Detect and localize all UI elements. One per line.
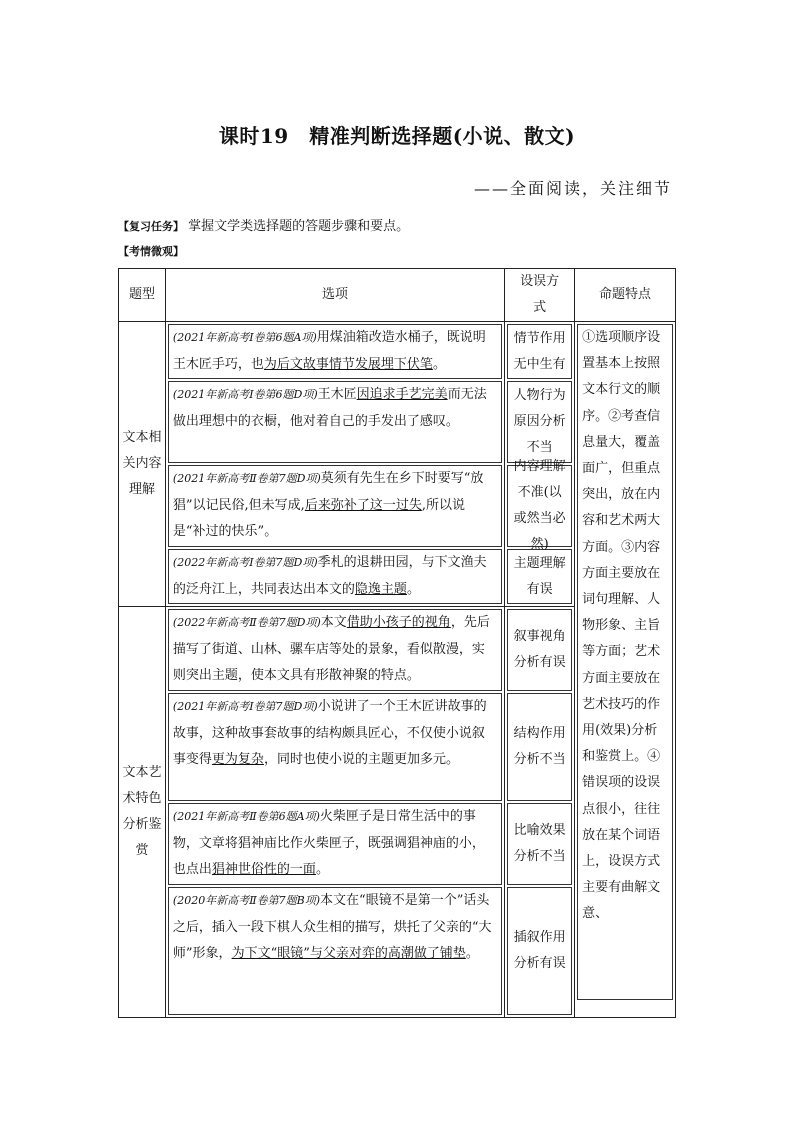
error-method: 内容理解不准(以或然当必然): [507, 465, 572, 547]
option-item: (2020年新高考Ⅱ卷第7题B项)本文在“眼镜不是第一个”话头之后，插入一段下棋人众生相的描写，烘托了父亲的“大师”形象，为下文“眼镜”与父亲对弈的高潮做了铺垫。: [168, 887, 502, 1015]
options-cell-art: [165, 607, 504, 1018]
error-method: 情节作用无中生有: [507, 324, 572, 379]
option-item: (2022年新高考Ⅰ卷第7题D项)季札的退耕田园，与下文渔夫的泛舟江上，共同表达出本文的隐逸主题。: [168, 549, 502, 604]
features-cell: [575, 322, 676, 1018]
error-method: 结构作用分析不当: [507, 693, 572, 801]
error-method: 人物行为原因分析不当: [507, 381, 572, 463]
option-item: (2021年新高考Ⅰ卷第6题D项)王木匠因追求手艺完美而无法做出理想中的衣橱，他对着自己的手发出了感叹。: [168, 381, 502, 463]
header-type: 题型: [119, 269, 166, 322]
error-method: 主题理解有误: [507, 549, 572, 604]
header-error-method: 设误方式: [505, 269, 575, 322]
error-methods-cell-art: [505, 607, 575, 1018]
question-analysis-table: [118, 268, 676, 1018]
review-task-text: 掌握文学类选择题的答题步骤和要点。: [188, 219, 410, 234]
section-label: 【考情微观】: [118, 245, 184, 258]
review-task: [118, 215, 409, 234]
page-title: 课时19 精准判断选择题(小说、散文): [218, 124, 576, 148]
table-header-row: [119, 269, 676, 322]
header-option: 选项: [165, 269, 504, 322]
error-method: 比喻效果分析不当: [507, 803, 572, 885]
table-row-group-content: [119, 322, 676, 607]
header-features: 命题特点: [575, 269, 676, 322]
error-methods-cell-content: [505, 322, 575, 607]
features-text: ①选项顺序设置基本上按照文本行文的顺序。②考查信息量大，覆盖面广，但重点突出，放在内容和艺术两大方面。③内容方面主要放在词句理解、人物形象、主旨等方面；艺术方面主要放在艺术技巧的作用(效果)分析和鉴赏上。④错误项的设误点很小，往往放在某个词语上，设误方式主要有曲解文意、: [577, 324, 673, 1000]
options-cell-content: [165, 322, 504, 607]
review-task-label: 【复习任务】: [118, 220, 184, 233]
type-content-understanding: 文本相关内容理解: [119, 322, 166, 607]
error-method: 叙事视角分析有误: [507, 609, 572, 691]
option-item: (2021年新高考Ⅰ卷第7题D项)小说讲了一个王木匠讲故事的故事，这种故事套故事的结构颇具匠心，不仅使小说叙事变得更为复杂，同时也使小说的主题更加多元。: [168, 693, 502, 801]
error-method: 插叙作用分析有误: [507, 887, 572, 1015]
page-subtitle: ——全面阅读，关注细节: [473, 179, 672, 198]
option-item: (2022年新高考Ⅱ卷第7题D项)本文借助小孩子的视角，先后描写了街道、山林、骡车店等处的景象，看似散漫，实则突出主题，使本文具有形散神聚的特点。: [168, 609, 502, 691]
type-art-analysis: 文本艺术特色分析鉴赏: [119, 607, 166, 1018]
option-item: (2021年新高考Ⅱ卷第7题D项)莫须有先生在乡下时要写“放猖”以记民俗,但未写成,后来弥补了这一过失,所以说是“补过的快乐”。: [168, 465, 502, 547]
option-item: (2021年新高考Ⅱ卷第6题A项)火柴匣子是日常生活中的事物，文章将猖神庙比作火柴匣子，既强调猖神庙的小，也点出猖神世俗性的一面。: [168, 803, 502, 885]
option-item: (2021年新高考Ⅰ卷第6题A项)用煤油箱改造水桶子，既说明王木匠手巧，也为后文故事情节发展埋下伏笔。: [168, 324, 502, 379]
